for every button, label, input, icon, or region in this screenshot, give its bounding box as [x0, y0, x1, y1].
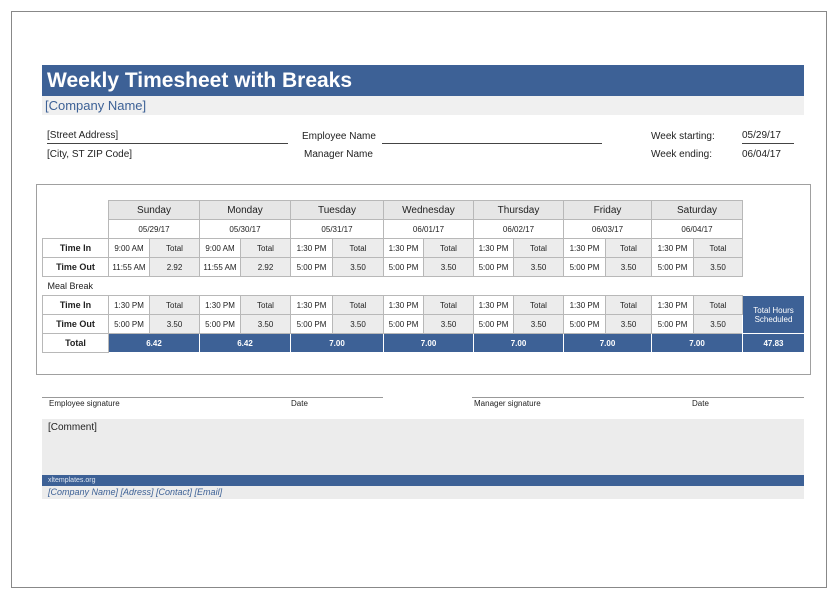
- time-in-cell[interactable]: 9:00 AM: [109, 239, 150, 258]
- total-label: Total: [150, 239, 200, 258]
- city-zip[interactable]: [City, ST ZIP Code]: [47, 149, 133, 160]
- day-total: 7.00: [652, 334, 743, 353]
- subtotal-cell: 3.50: [514, 315, 564, 334]
- subtotal-cell: 2.92: [150, 258, 200, 277]
- time-out-cell[interactable]: 11:55 AM: [200, 258, 241, 277]
- time-in-row-2: [43, 296, 805, 315]
- time-out-cell[interactable]: 5:00 PM: [291, 258, 333, 277]
- week-end-label: Week ending:: [651, 149, 712, 160]
- day-date[interactable]: 05/29/17: [109, 220, 200, 239]
- time-out-cell[interactable]: 5:00 PM: [564, 315, 606, 334]
- subtotal-cell: 3.50: [241, 315, 291, 334]
- subtotal-cell: 3.50: [333, 258, 384, 277]
- employee-name-field[interactable]: [382, 130, 602, 144]
- employee-signature-line[interactable]: [42, 397, 383, 398]
- time-in-cell[interactable]: 1:30 PM: [474, 296, 514, 315]
- time-in-cell[interactable]: 1:30 PM: [384, 239, 424, 258]
- time-in-cell[interactable]: 1:30 PM: [564, 239, 606, 258]
- subtotal-cell: 3.50: [606, 258, 652, 277]
- meal-break-row: [43, 277, 805, 296]
- total-label: Total: [514, 239, 564, 258]
- company-name[interactable]: [Company Name]: [42, 96, 804, 115]
- time-out-label: Time Out: [43, 258, 109, 277]
- day-header: Wednesday: [384, 201, 474, 220]
- time-in-label: Time In: [43, 239, 109, 258]
- time-in-cell[interactable]: 1:30 PM: [291, 239, 333, 258]
- subtotal-cell: 2.92: [241, 258, 291, 277]
- time-out-cell[interactable]: 5:00 PM: [384, 315, 424, 334]
- subtotal-cell: 3.50: [694, 258, 743, 277]
- total-label: Total: [514, 296, 564, 315]
- manager-signature-line[interactable]: [472, 397, 804, 398]
- time-in-cell[interactable]: 1:30 PM: [652, 296, 694, 315]
- street-address-field[interactable]: [47, 130, 288, 144]
- time-in-label: Time In: [43, 296, 109, 315]
- comment-box[interactable]: [Comment]: [42, 419, 804, 475]
- manager-name-field[interactable]: [382, 148, 602, 161]
- total-label: Total: [241, 239, 291, 258]
- meal-break-label: Meal Break: [47, 281, 94, 291]
- day-header: Tuesday: [291, 201, 384, 220]
- day-total: 7.00: [291, 334, 384, 353]
- day-date[interactable]: 06/03/17: [564, 220, 652, 239]
- time-in-cell[interactable]: 1:30 PM: [291, 296, 333, 315]
- total-label: Total: [694, 296, 743, 315]
- week-start-label: Week starting:: [651, 131, 715, 142]
- total-label: Total: [606, 239, 652, 258]
- time-out-cell[interactable]: 5:00 PM: [652, 315, 694, 334]
- subtotal-cell: 3.50: [424, 315, 474, 334]
- time-in-cell[interactable]: 1:30 PM: [564, 296, 606, 315]
- date-row: [43, 220, 805, 239]
- day-header: Friday: [564, 201, 652, 220]
- time-out-cell[interactable]: 5:00 PM: [384, 258, 424, 277]
- subtotal-cell: 3.50: [150, 315, 200, 334]
- week-start-value: 05/29/17: [742, 130, 781, 141]
- day-header: Saturday: [652, 201, 743, 220]
- street-address: [Street Address]: [47, 130, 119, 141]
- employee-date-label: Date: [291, 399, 308, 408]
- time-in-cell[interactable]: 1:30 PM: [384, 296, 424, 315]
- day-date[interactable]: 06/04/17: [652, 220, 743, 239]
- time-in-row: [43, 239, 805, 258]
- total-label: Total: [424, 239, 474, 258]
- total-label: Total: [241, 296, 291, 315]
- time-out-cell[interactable]: 5:00 PM: [291, 315, 333, 334]
- time-out-cell[interactable]: 5:00 PM: [200, 315, 241, 334]
- day-total: 6.42: [200, 334, 291, 353]
- time-in-cell[interactable]: 1:30 PM: [652, 239, 694, 258]
- time-in-cell[interactable]: 1:30 PM: [474, 239, 514, 258]
- total-label: Total: [333, 296, 384, 315]
- total-label: Total: [424, 296, 474, 315]
- time-out-cell[interactable]: 5:00 PM: [474, 258, 514, 277]
- time-out-cell[interactable]: 5:00 PM: [109, 315, 150, 334]
- subtotal-cell: 3.50: [333, 315, 384, 334]
- subtotal-cell: 3.50: [606, 315, 652, 334]
- week-end-value[interactable]: 06/04/17: [742, 149, 781, 160]
- manager-name-label: Manager Name: [304, 149, 373, 160]
- subtotal-cell: 3.50: [424, 258, 474, 277]
- subtotal-cell: 3.50: [694, 315, 743, 334]
- time-out-label: Time Out: [43, 315, 109, 334]
- total-hours-label: Total Hours Scheduled: [743, 296, 805, 334]
- manager-signature-label: Manager signature: [474, 399, 541, 408]
- day-header: Sunday: [109, 201, 200, 220]
- day-total: 6.42: [109, 334, 200, 353]
- day-date[interactable]: 05/31/17: [291, 220, 384, 239]
- total-row: [43, 334, 805, 353]
- page-title: Weekly Timesheet with Breaks: [42, 65, 804, 96]
- manager-date-label: Date: [692, 399, 709, 408]
- time-out-row-2: [43, 315, 805, 334]
- time-in-cell[interactable]: 9:00 AM: [200, 239, 241, 258]
- day-total: 7.00: [564, 334, 652, 353]
- time-out-cell[interactable]: 5:00 PM: [564, 258, 606, 277]
- day-total: 7.00: [474, 334, 564, 353]
- subtotal-cell: 3.50: [514, 258, 564, 277]
- total-label: Total: [694, 239, 743, 258]
- day-total: 7.00: [384, 334, 474, 353]
- time-out-row: [43, 258, 805, 277]
- footer-company-info[interactable]: [Company Name] [Adress] [Contact] [Email]: [42, 486, 804, 499]
- employee-name-label: Employee Name: [302, 131, 376, 142]
- day-header: Thursday: [474, 201, 564, 220]
- day-header-row: [43, 201, 805, 220]
- time-out-cell[interactable]: 5:00 PM: [652, 258, 694, 277]
- total-label: Total: [606, 296, 652, 315]
- time-in-cell[interactable]: 1:30 PM: [109, 296, 150, 315]
- time-out-cell[interactable]: 11:55 AM: [109, 258, 150, 277]
- time-in-cell[interactable]: 1:30 PM: [200, 296, 241, 315]
- day-date[interactable]: 06/02/17: [474, 220, 564, 239]
- day-date[interactable]: 06/01/17: [384, 220, 474, 239]
- day-header: Monday: [200, 201, 291, 220]
- total-hours-value: 47.83: [743, 334, 805, 353]
- total-row-label: Total: [43, 334, 109, 353]
- total-label: Total: [333, 239, 384, 258]
- time-out-cell[interactable]: 5:00 PM: [474, 315, 514, 334]
- footer-site: xltemplates.org: [42, 475, 804, 486]
- day-date[interactable]: 05/30/17: [200, 220, 291, 239]
- total-label: Total: [150, 296, 200, 315]
- employee-signature-label: Employee signature: [49, 399, 120, 408]
- week-start-field[interactable]: [742, 130, 794, 144]
- timesheet-table: [42, 200, 805, 353]
